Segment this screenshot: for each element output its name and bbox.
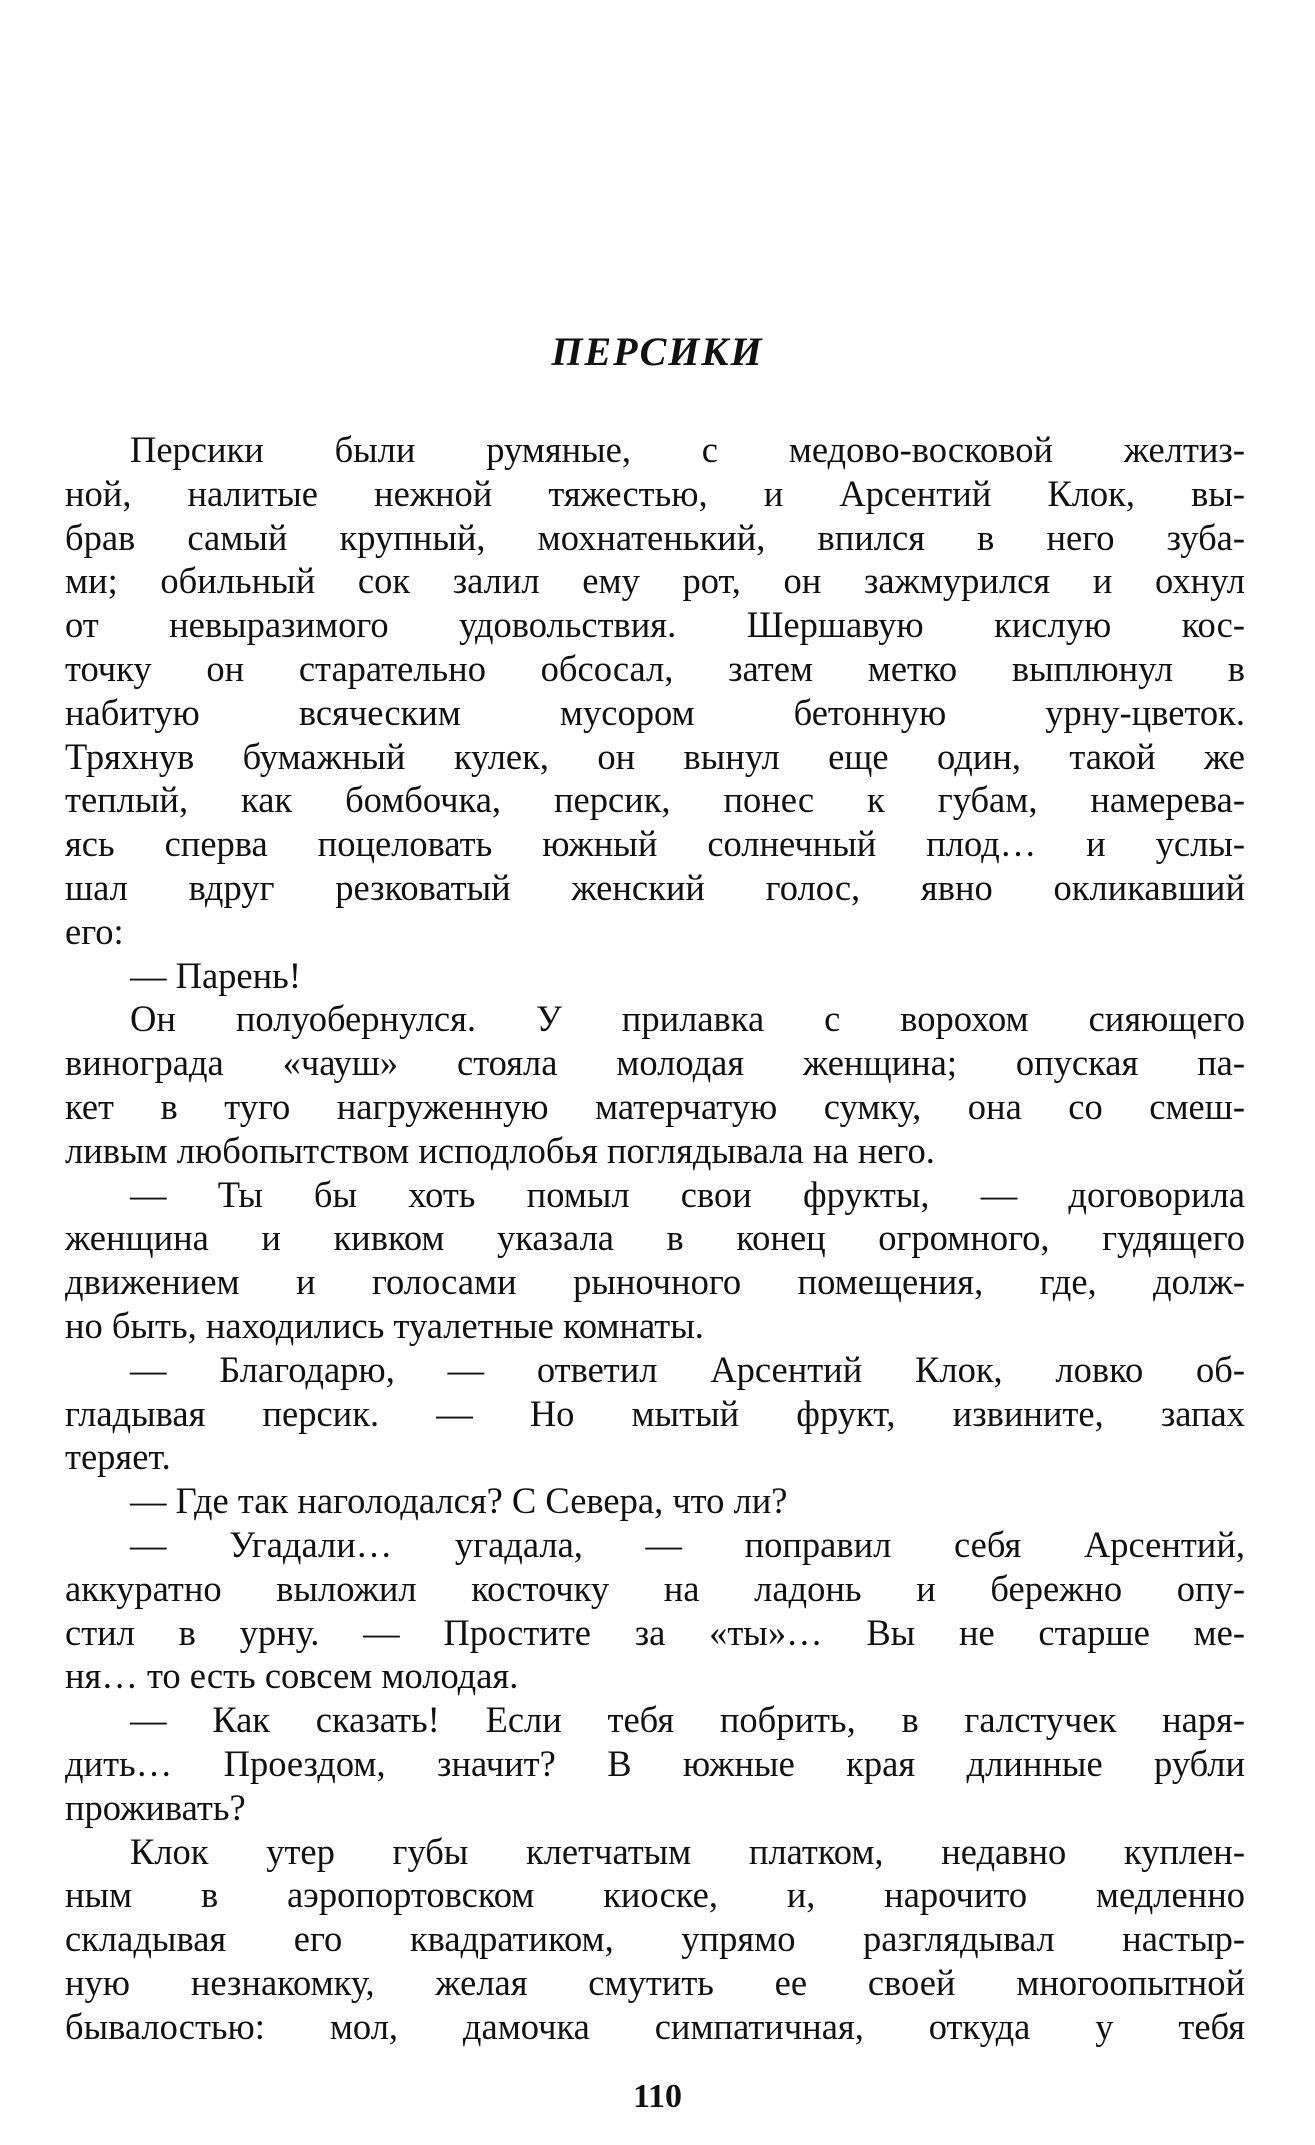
- text-line: но быть, находились туалетные комнаты.: [65, 1304, 704, 1346]
- text-line: ной, налитые нежной тяжестью, и Арсентий Клок, вы-: [65, 472, 1245, 514]
- text-line: — Парень!: [130, 954, 301, 996]
- text-line: стил в урну. — Простите за «ты»… Вы не старше ме-: [65, 1611, 1245, 1653]
- chapter-title: ПЕРСИКИ: [551, 329, 764, 374]
- text-line: проживать?: [65, 1786, 246, 1828]
- text-line: дить… Проездом, значит? В южные края длинные рубли: [65, 1742, 1245, 1784]
- text-line: его:: [65, 910, 124, 952]
- text-line: ную незнакомку, желая смутить ее своей многоопытной: [65, 1961, 1245, 2003]
- text-line: Персики были румяные, с медово-восковой желтиз-: [130, 429, 1245, 470]
- text-line: Клок утер губы клетчатым платком, недавно куплен-: [130, 1830, 1245, 1872]
- text-line: ным в аэропортовском киоске, и, нарочито медленно: [65, 1874, 1245, 1916]
- body-text: [65, 428, 1245, 2048]
- text-line: Он полуобернулся. У прилавка с ворохом сияющего: [130, 998, 1245, 1040]
- text-line: кет в туго нагруженную матерчатую сумку, она со смеш-: [65, 1085, 1245, 1127]
- text-line: шал вдруг резковатый женский голос, явно окликавший: [65, 866, 1245, 908]
- text-line: точку он старательно обсосал, затем метко выплюнул в: [65, 647, 1245, 689]
- text-line: ми; обильный сок залил ему рот, он зажмурился и охнул: [65, 560, 1245, 602]
- text-line: ня… то есть совсем молодая.: [65, 1655, 519, 1697]
- text-line: теряет.: [65, 1436, 171, 1478]
- text-line: бывалостью: мол, дамочка симпатичная, откуда у тебя: [65, 2005, 1245, 2047]
- text-line: набитую всяческим мусором бетонную урну-цветок.: [65, 691, 1245, 733]
- text-line: — Благодарю, — ответил Арсентий Клок, ловко об-: [130, 1348, 1245, 1390]
- text-line: ясь сперва поцеловать южный солнечный плод… и услы-: [65, 823, 1245, 865]
- text-line: винограда «чауш» стояла молодая женщина; опуская па-: [65, 1042, 1245, 1084]
- text-line: — Ты бы хоть помыл свои фрукты, — договорила: [130, 1173, 1245, 1215]
- text-line: женщина и кивком указала в конец огромного, гудящего: [65, 1217, 1245, 1259]
- text-line: брав самый крупный, мохнатенький, впился в него зуба-: [65, 516, 1245, 558]
- text-line: — Где так наголодался? С Севера, что ли?: [130, 1480, 788, 1522]
- text-line: от невыразимого удовольствия. Шершавую кислую кос-: [65, 604, 1245, 646]
- text-line: гладывая персик. — Но мытый фрукт, извините, запах: [65, 1392, 1245, 1434]
- page-number: 110: [632, 2078, 683, 2115]
- text-line: — Угадали… угадала, — поправил себя Арсентий,: [130, 1523, 1245, 1565]
- text-line: движением и голосами рыночного помещения, где, долж-: [65, 1261, 1245, 1303]
- text-line: — Как сказать! Если тебя побрить, в галстучек наря-: [130, 1699, 1245, 1741]
- text-line: Тряхнув бумажный кулек, он вынул еще один, такой же: [65, 735, 1245, 777]
- text-line: складывая его квадратиком, упрямо разглядывал настыр-: [65, 1918, 1245, 1960]
- text-line: теплый, как бомбочка, персик, понес к губам, намерева-: [65, 779, 1245, 821]
- text-line: ливым любопытством исподлобья поглядывала на него.: [65, 1129, 935, 1171]
- text-line: аккуратно выложил косточку на ладонь и бережно опу-: [65, 1567, 1245, 1609]
